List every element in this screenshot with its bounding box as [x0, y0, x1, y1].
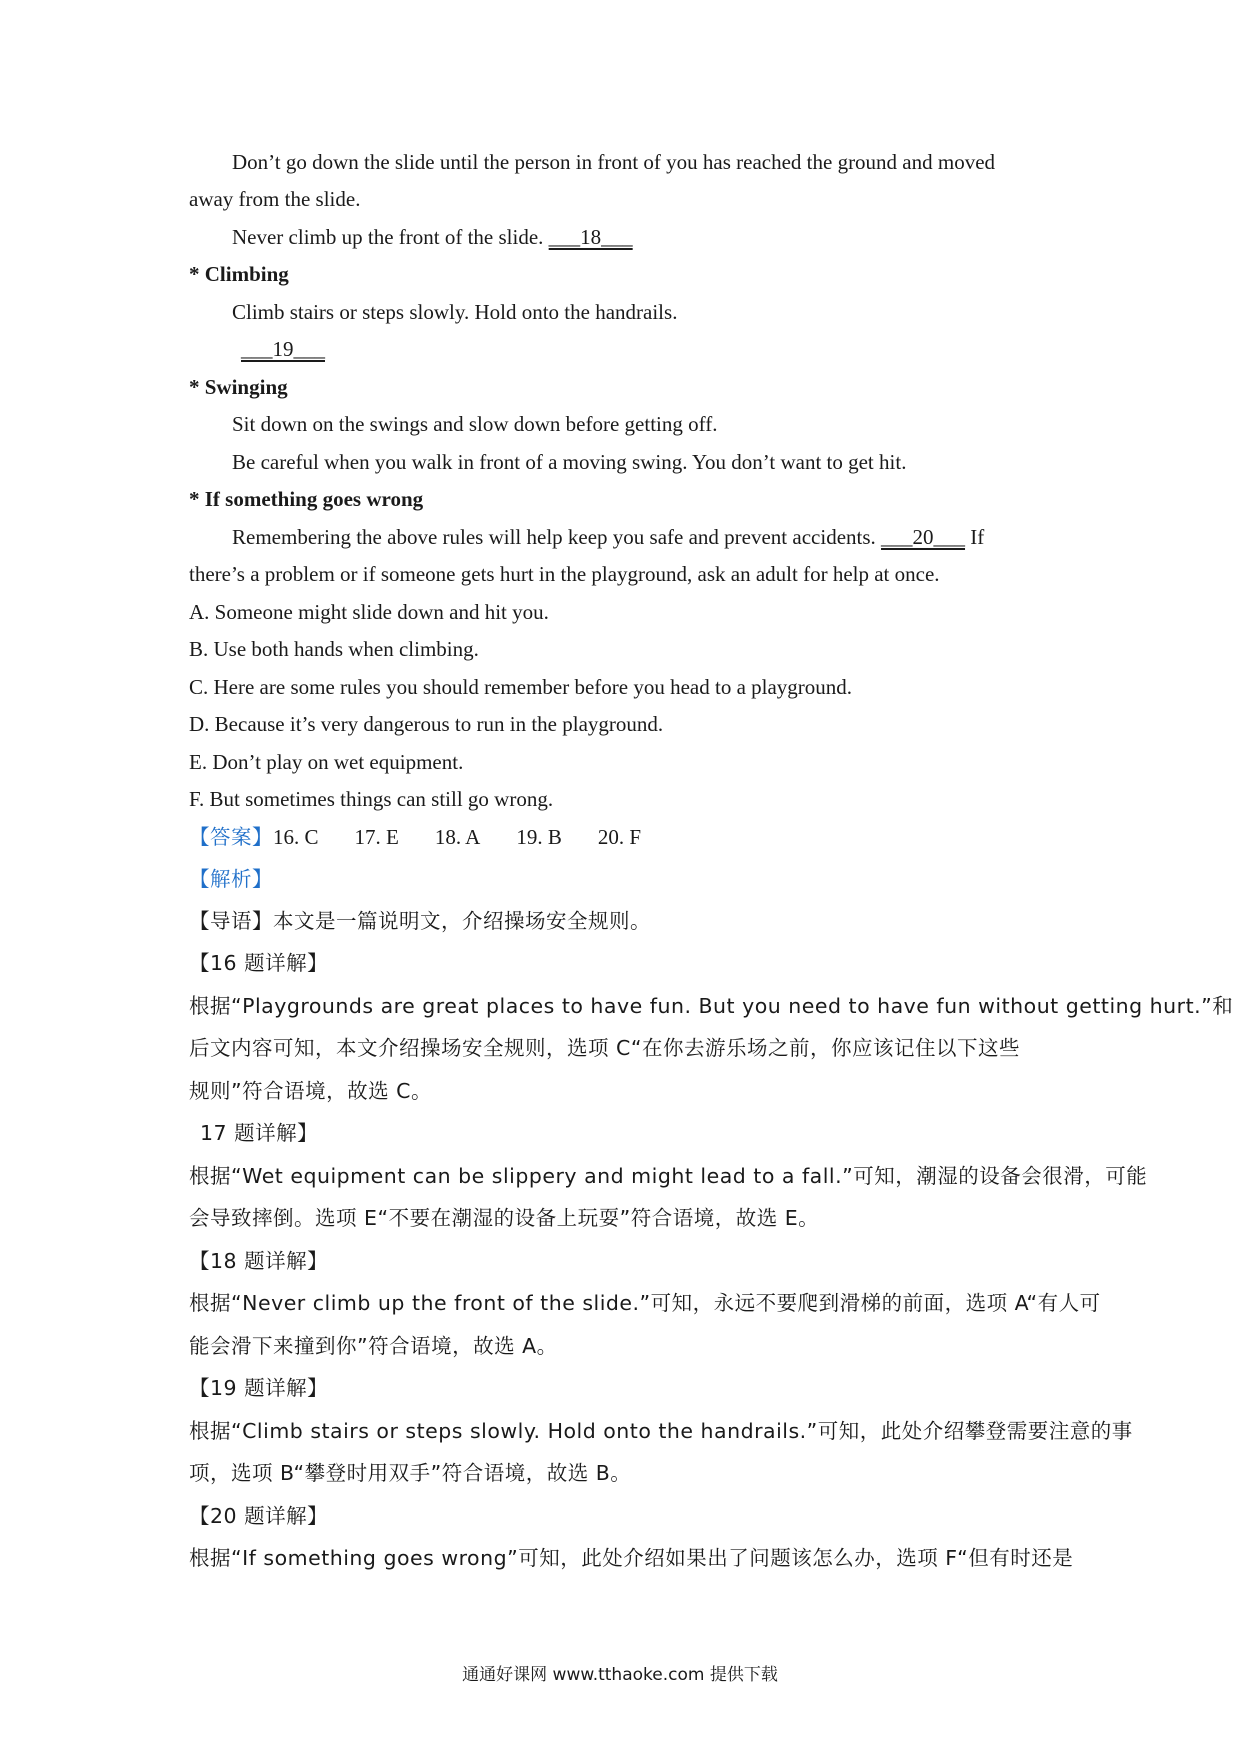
q20-title: 【20 题详解】 [189, 1504, 329, 1528]
answer-label: 【答案】 [189, 825, 273, 849]
q19-line-1: 根据“Climb stairs or steps slowly. Hold onto the handrails.”可知，此处介绍攀登需要注意的事 [189, 1419, 1133, 1443]
q17-title: 17 题详解】 [200, 1121, 319, 1145]
swinging-heading: * Swinging [189, 375, 288, 399]
answer-line [189, 822, 677, 852]
climbing-paragraph: Climb stairs or steps slowly. Hold onto the handrails. [232, 300, 678, 324]
q17-line-1: 根据“Wet equipment can be slippery and might lead to a fall.”可知，潮湿的设备会很滑，可能 [189, 1164, 1148, 1188]
wrong-text: Remembering the above rules will help keep you safe and prevent accidents. [232, 525, 876, 549]
option-b: B. Use both hands when climbing. [189, 637, 479, 661]
swinging-paragraph-1: Sit down on the swings and slow down before getting off. [232, 412, 718, 436]
q19-title: 【19 题详解】 [189, 1376, 329, 1400]
blank-18: ___18___ [548, 225, 633, 249]
q16-line-1: 根据“Playgrounds are great places to have fun. But you need to have fun without getting hurt.”和 [189, 994, 1234, 1018]
slide-rule-text: Never climb up the front of the slide. [232, 225, 544, 249]
slide-paragraph-line-1: Don’t go down the slide until the person in front of you has reached the ground and moved [232, 150, 996, 174]
wrong-paragraph-line-1 [232, 522, 984, 552]
slide-paragraph-line-2: away from the slide. [189, 187, 361, 211]
blank-20: ___20___ [881, 525, 966, 549]
option-f: F. But sometimes things can still go wrong. [189, 787, 554, 811]
wrong-heading: * If something goes wrong [189, 487, 424, 511]
wrong-paragraph-line-2: there’s a problem or if someone gets hurt in the playground, ask an adult for help at once. [189, 562, 940, 586]
q20-line-1: 根据“If something goes wrong”可知，此处介绍如果出了问题该怎么办，选项 F“但有时还是 [189, 1546, 1074, 1570]
q16-title: 【16 题详解】 [189, 951, 329, 975]
swinging-paragraph-2: Be careful when you walk in front of a moving swing. You don’t want to get hit. [232, 450, 907, 474]
q16-line-2: 后文内容可知，本文介绍操场安全规则，选项 C“在你去游乐场之前，你应该记住以下这些 [189, 1036, 1020, 1060]
analysis-intro: 【导语】本文是一篇说明文，介绍操场安全规则。 [189, 909, 651, 933]
answer-16: 16. C [273, 825, 319, 849]
q17-line-2: 会导致摔倒。选项 E“不要在潮湿的设备上玩耍”符合语境，故选 E。 [189, 1206, 820, 1230]
blank-19: ___19___ [241, 337, 325, 361]
slide-paragraph-2 [232, 222, 633, 252]
q18-line-2: 能会滑下来撞到你”符合语境，故选 A。 [189, 1334, 558, 1358]
answer-20: 20. F [597, 825, 642, 849]
q18-line-1: 根据“Never climb up the front of the slide.”可知，永远不要爬到滑梯的前面，选项 A“有人可 [189, 1291, 1101, 1315]
climbing-heading: * Climbing [189, 262, 289, 286]
answer-19: 19. B [516, 825, 562, 849]
q19-line-2: 项，选项 B“攀登时用双手”符合语境，故选 B。 [189, 1461, 632, 1485]
analysis-label: 【解析】 [189, 867, 273, 891]
answer-18: 18. A [434, 825, 481, 849]
option-d: D. Because it’s very dangerous to run in the playground. [189, 712, 664, 736]
option-c: C. Here are some rules you should remember before you head to a playground. [189, 675, 853, 699]
footer-source: 通通好课网 www.tthaoke.com 提供下载 [462, 1665, 778, 1685]
q16-line-3: 规则”符合语境，故选 C。 [189, 1079, 432, 1103]
option-e: E. Don’t play on wet equipment. [189, 750, 464, 774]
option-a: A. Someone might slide down and hit you. [189, 600, 549, 624]
wrong-text-if: If [970, 525, 985, 549]
answer-17: 17. E [354, 825, 399, 849]
q18-title: 【18 题详解】 [189, 1249, 329, 1273]
